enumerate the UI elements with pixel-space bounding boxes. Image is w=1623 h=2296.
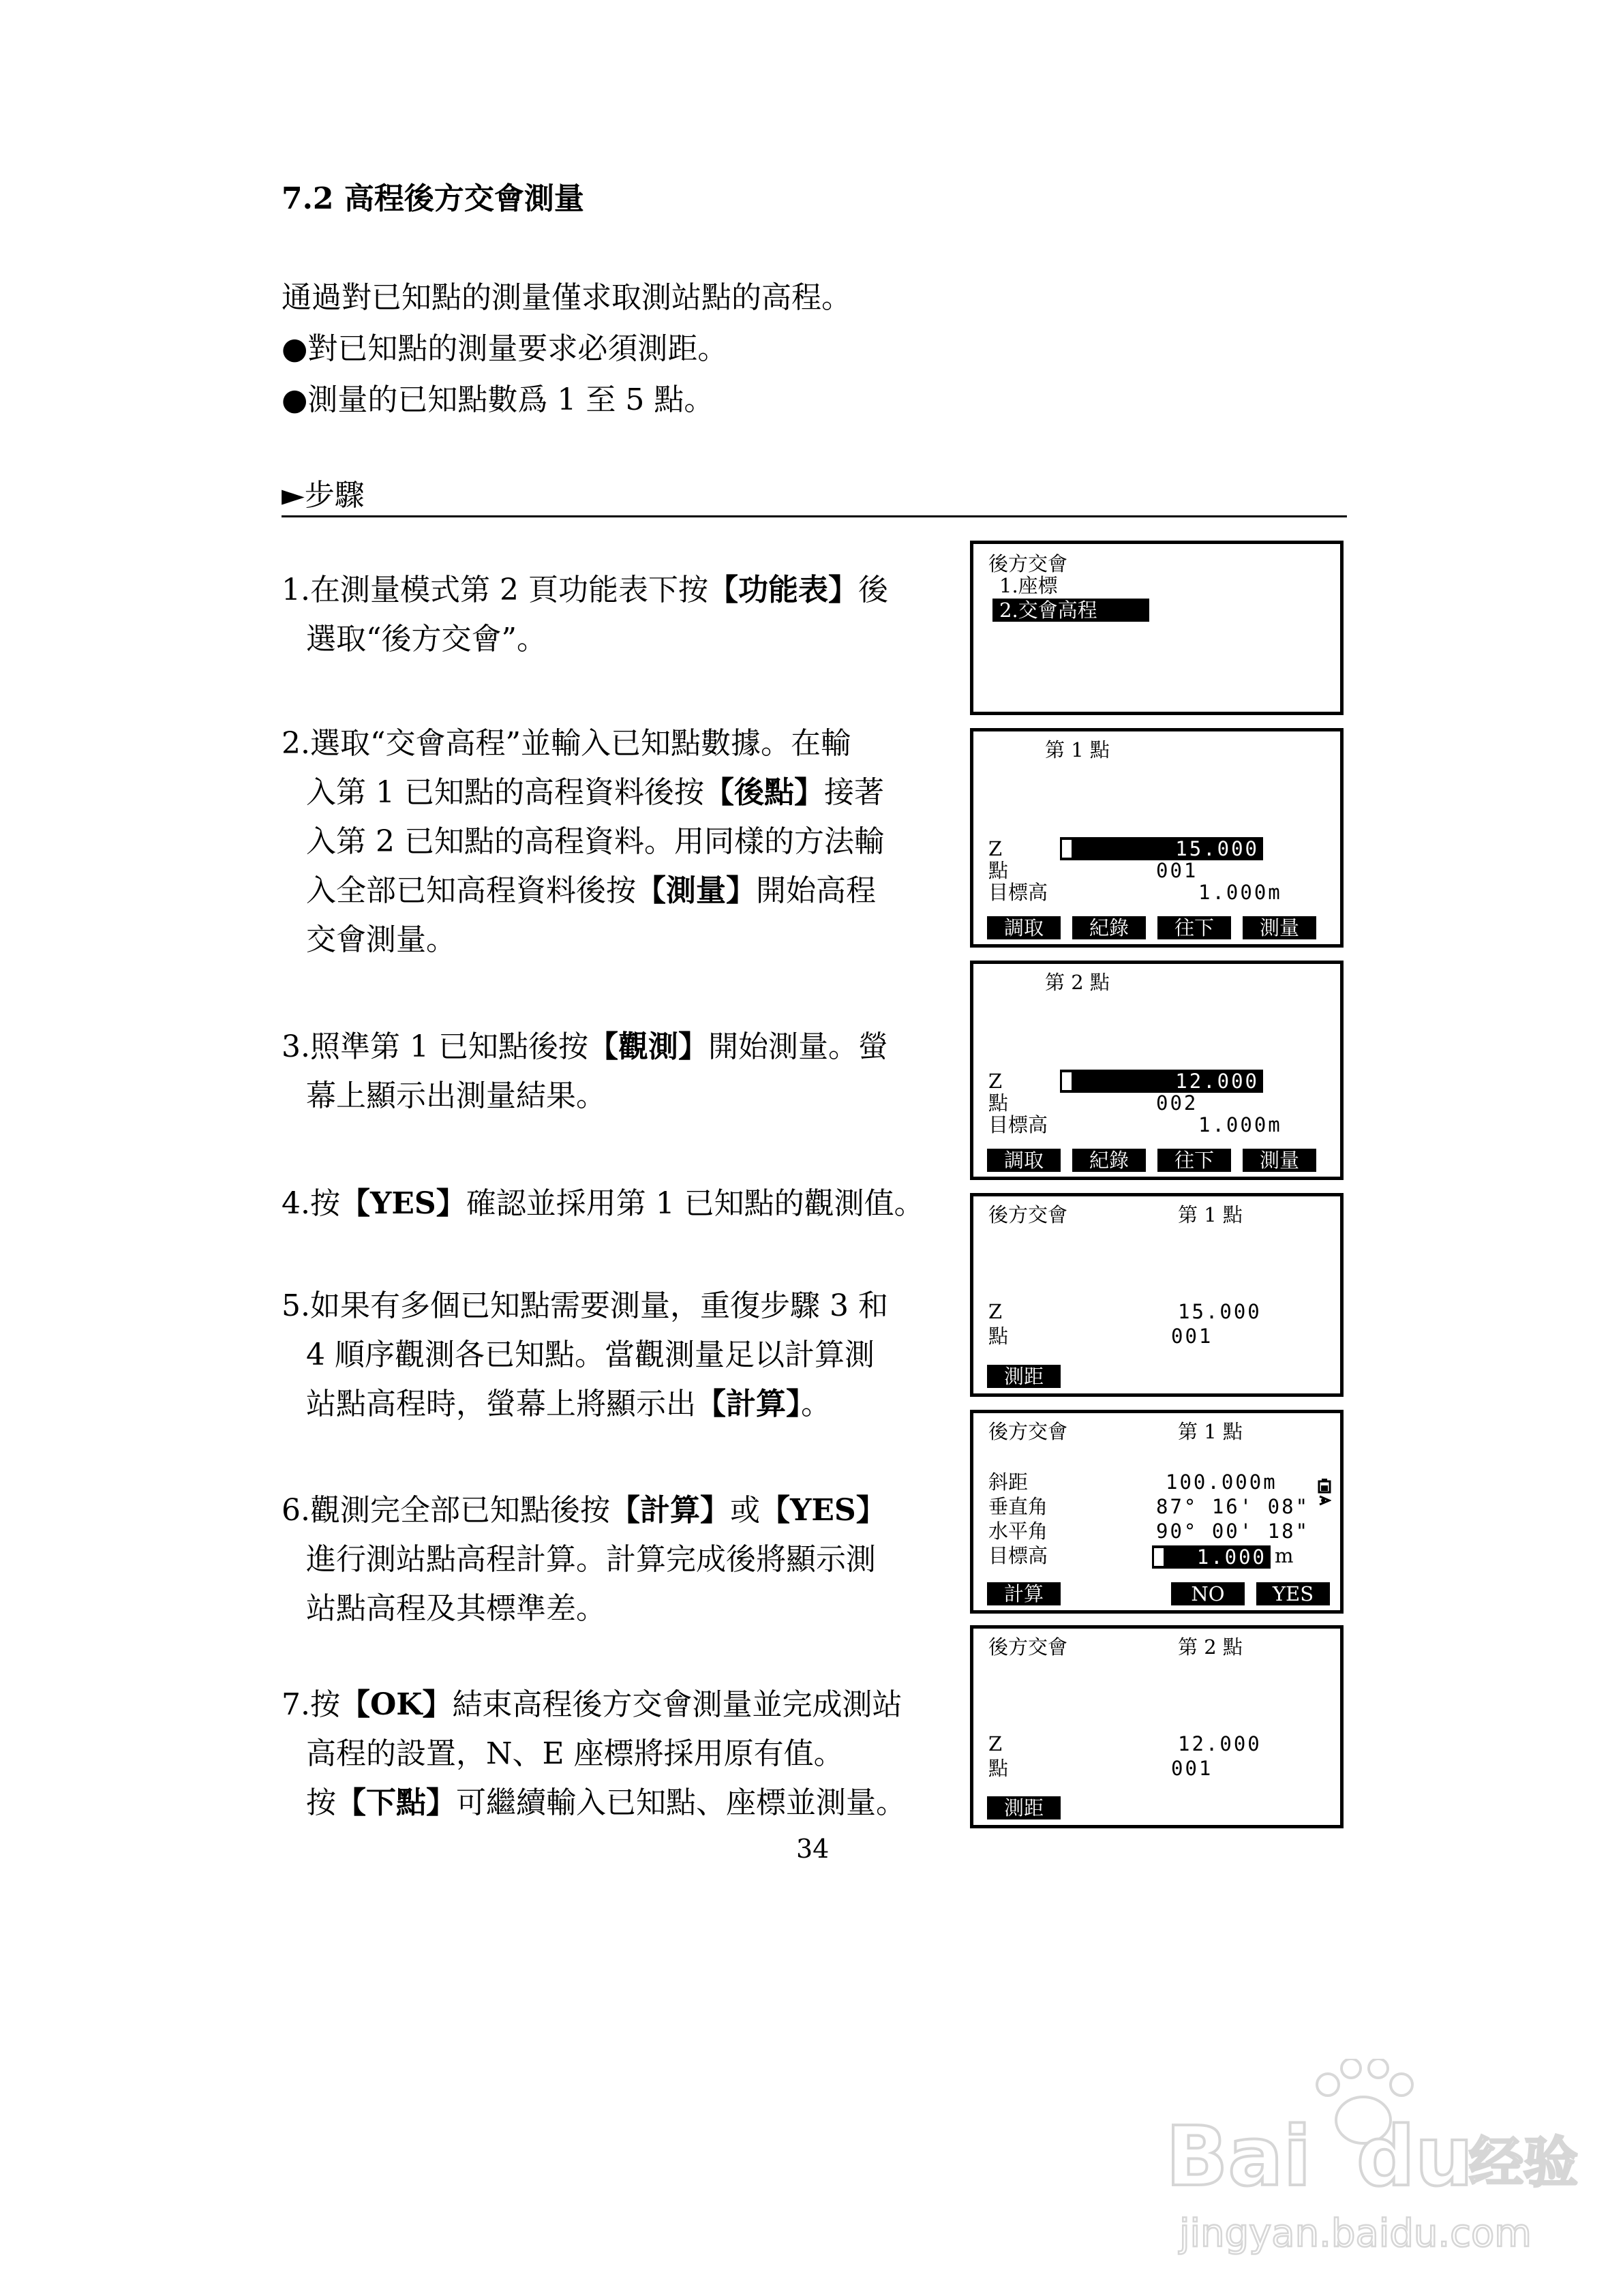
watermark-url: jingyan.baidu.com — [1179, 2211, 1532, 2256]
step-3-key: 【觀測】 — [588, 1029, 708, 1064]
step-2-text-c: 接著 — [823, 775, 884, 810]
softkey-calculate[interactable]: 計算 — [987, 1582, 1061, 1605]
step-2-text-d: 入第 2 已知點的高程資料。用同樣的方法輸 — [306, 824, 884, 859]
screen-subtitle: 第 2 點 — [1178, 1635, 1243, 1659]
screen-title: 後方交會 — [988, 1635, 1068, 1659]
point-value: 002 — [1156, 1091, 1198, 1115]
step-7-text-a: 7.按 — [282, 1687, 340, 1722]
intro-line-3: ●測量的已知點數爲 1 至 5 點。 — [282, 382, 714, 417]
step-5-text-a: 5.如果有多個已知點需要測量，重復步驟 3 和 — [282, 1288, 888, 1323]
steps-heading: ►步驟 — [282, 478, 365, 513]
screen-title: 第 2 點 — [1045, 971, 1110, 994]
step-4 — [282, 1179, 943, 1228]
baidu-jingyan-watermark — [1159, 2059, 1581, 2263]
slope-distance-label: 斜距 — [988, 1470, 1029, 1494]
watermark-brand-3: 经验 — [1469, 2131, 1578, 2194]
screen-input-point-2 — [970, 961, 1344, 1180]
battery-icon — [1318, 1479, 1331, 1510]
step-1 — [282, 566, 943, 664]
point-label: 點 — [988, 1757, 1009, 1780]
step-6 — [282, 1486, 943, 1633]
step-2-text-f: 開始高程 — [756, 873, 876, 908]
menu-item-elevation-selected[interactable]: 2.交會高程 — [992, 599, 1149, 622]
step-3-text-a: 3.照準第 1 已知點後按 — [282, 1029, 588, 1064]
point-value: 001 — [1171, 1325, 1213, 1348]
softkey-recall[interactable]: 調取 — [987, 1149, 1061, 1172]
softkey-next[interactable]: 往下 — [1157, 1149, 1231, 1172]
step-5 — [282, 1282, 943, 1429]
step-2-text-g: 交會測量。 — [306, 922, 456, 957]
softkey-recall[interactable]: 調取 — [987, 916, 1061, 939]
step-6-text-d: 站點高程及其標準差。 — [306, 1591, 606, 1626]
step-5-text-d: 。 — [801, 1387, 831, 1421]
menu-item-coordinate[interactable]: 1.座標 — [999, 574, 1058, 597]
softkey-record[interactable]: 紀錄 — [1072, 1149, 1146, 1172]
input-cursor — [1060, 1070, 1074, 1092]
step-6-text-c: 進行測站點高程計算。計算完成後將顯示測 — [306, 1542, 876, 1577]
step-5-key: 【計算】 — [696, 1387, 801, 1421]
screen-title: 後方交會 — [988, 1203, 1068, 1226]
step-2-key-2: 【測量】 — [636, 873, 756, 908]
step-2-text-e: 入全部已知高程資料後按 — [306, 873, 636, 908]
watermark-brand-2: du — [1356, 2110, 1474, 2205]
z-label: Z — [988, 1070, 1003, 1093]
step-4-text-b: 確認並採用第 1 已知點的觀測值。 — [466, 1186, 924, 1221]
softkey-yes[interactable]: YES — [1256, 1582, 1330, 1605]
step-7-text-c: 高程的設置，N、E 座標將採用原有值。 — [306, 1736, 844, 1771]
z-label: Z — [988, 1300, 1003, 1323]
vertical-angle-value: 87° 16' 08" — [1156, 1495, 1310, 1518]
target-height-unit: m — [1275, 1544, 1294, 1567]
step-6-text-a: 6.觀測完全部已知點後按 — [282, 1493, 610, 1528]
z-value: 15.000 — [1178, 1300, 1262, 1323]
step-7-key-1: 【OK】 — [339, 1687, 453, 1722]
screen-subtitle: 第 1 點 — [1178, 1420, 1243, 1443]
watermark-brand: Bai — [1166, 2110, 1311, 2205]
step-1-text-c: 選取“後方交會”。 — [306, 622, 547, 656]
screen-subtitle: 第 1 點 — [1178, 1203, 1243, 1226]
step-6-key-1: 【計算】 — [609, 1493, 730, 1528]
step-7-text-e: 可繼續輸入已知點、座標並測量。 — [456, 1785, 906, 1820]
input-cursor — [1152, 1546, 1166, 1568]
softkey-distance[interactable]: 測距 — [987, 1365, 1061, 1388]
intro-line-1: 通過對已知點的測量僅求取測站點的高程。 — [282, 280, 851, 315]
point-label: 點 — [988, 1091, 1009, 1115]
page-number: 34 — [796, 1834, 830, 1864]
softkey-distance[interactable]: 測距 — [987, 1796, 1061, 1819]
softkey-record[interactable]: 紀錄 — [1072, 916, 1146, 939]
step-5-text-c: 站點高程時，螢幕上將顯示出 — [306, 1387, 696, 1421]
target-height-value: 1.000m — [1198, 881, 1282, 904]
step-3-text-c: 幕上顯示出測量結果。 — [306, 1078, 606, 1113]
step-7 — [282, 1680, 943, 1828]
screen-title: 第 1 點 — [1045, 738, 1110, 761]
z-label: Z — [988, 837, 1003, 860]
target-height-label: 目標高 — [988, 1113, 1048, 1136]
step-4-text-a: 4.按 — [282, 1186, 340, 1221]
step-7-key-2: 【下點】 — [336, 1785, 456, 1820]
z-value: 12.000 — [1178, 1732, 1262, 1755]
point-label: 點 — [988, 859, 1009, 882]
softkey-next[interactable]: 往下 — [1157, 916, 1231, 939]
step-7-text-b: 結束高程後方交會測量並完成測站 — [452, 1687, 902, 1722]
target-height-value: 1.000m — [1198, 1113, 1282, 1136]
z-label: Z — [988, 1732, 1003, 1755]
softkey-measure[interactable]: 測量 — [1243, 1149, 1316, 1172]
step-5-text-b: 4 順序觀測各已知點。當觀測量足以計算測 — [306, 1338, 875, 1372]
screen-title: 後方交會 — [988, 552, 1068, 575]
softkey-measure[interactable]: 測量 — [1243, 916, 1316, 939]
step-1-text-b: 後 — [858, 573, 888, 607]
z-value-input[interactable]: 15.000 — [1060, 837, 1263, 860]
screen-title: 後方交會 — [988, 1420, 1068, 1443]
point-label: 點 — [988, 1325, 1009, 1348]
softkey-no[interactable]: NO — [1171, 1582, 1245, 1605]
step-2 — [282, 719, 943, 965]
step-3 — [282, 1023, 943, 1121]
screen-result-point-1 — [970, 1193, 1344, 1397]
step-3-text-b: 開始測量。螢 — [708, 1029, 888, 1064]
point-value: 001 — [1156, 859, 1198, 882]
step-2-key-1: 【後點】 — [703, 775, 824, 810]
target-height-label: 目標高 — [988, 881, 1048, 904]
horizontal-angle-label: 水平角 — [988, 1520, 1048, 1543]
z-value-input[interactable]: 12.000 — [1060, 1070, 1263, 1093]
step-4-key: 【YES】 — [339, 1186, 466, 1221]
step-7-text-d: 按 — [306, 1785, 336, 1820]
screen-measurement — [970, 1410, 1344, 1614]
step-1-key: 【功能表】 — [708, 573, 858, 607]
target-height-input[interactable]: 1.000 — [1152, 1545, 1271, 1569]
slope-distance-value: 100.000m — [1166, 1470, 1277, 1494]
vertical-angle-label: 垂直角 — [988, 1495, 1048, 1518]
target-height-label: 目標高 — [988, 1544, 1048, 1567]
screen-input-point-1 — [970, 728, 1344, 948]
horizontal-angle-value: 90° 00' 18" — [1156, 1520, 1310, 1543]
screen-resection-menu — [970, 541, 1344, 715]
step-2-text-a: 2.選取“交會高程”並輸入已知點數據。在輸 — [282, 726, 851, 761]
point-value: 001 — [1171, 1757, 1213, 1780]
input-cursor — [1060, 838, 1074, 860]
section-title: 7.2 高程後方交會測量 — [282, 181, 584, 216]
step-6-text-b: 或 — [729, 1493, 760, 1528]
step-1-text-a: 1.在測量模式第 2 頁功能表下按 — [282, 573, 708, 607]
screen-result-point-2 — [970, 1625, 1344, 1828]
intro-line-2: ●對已知點的測量要求必須測距。 — [282, 331, 728, 366]
heading-rule — [282, 515, 1347, 517]
step-6-key-2: 【YES】 — [759, 1493, 886, 1528]
step-2-text-b: 入第 1 已知點的高程資料後按 — [306, 775, 704, 810]
